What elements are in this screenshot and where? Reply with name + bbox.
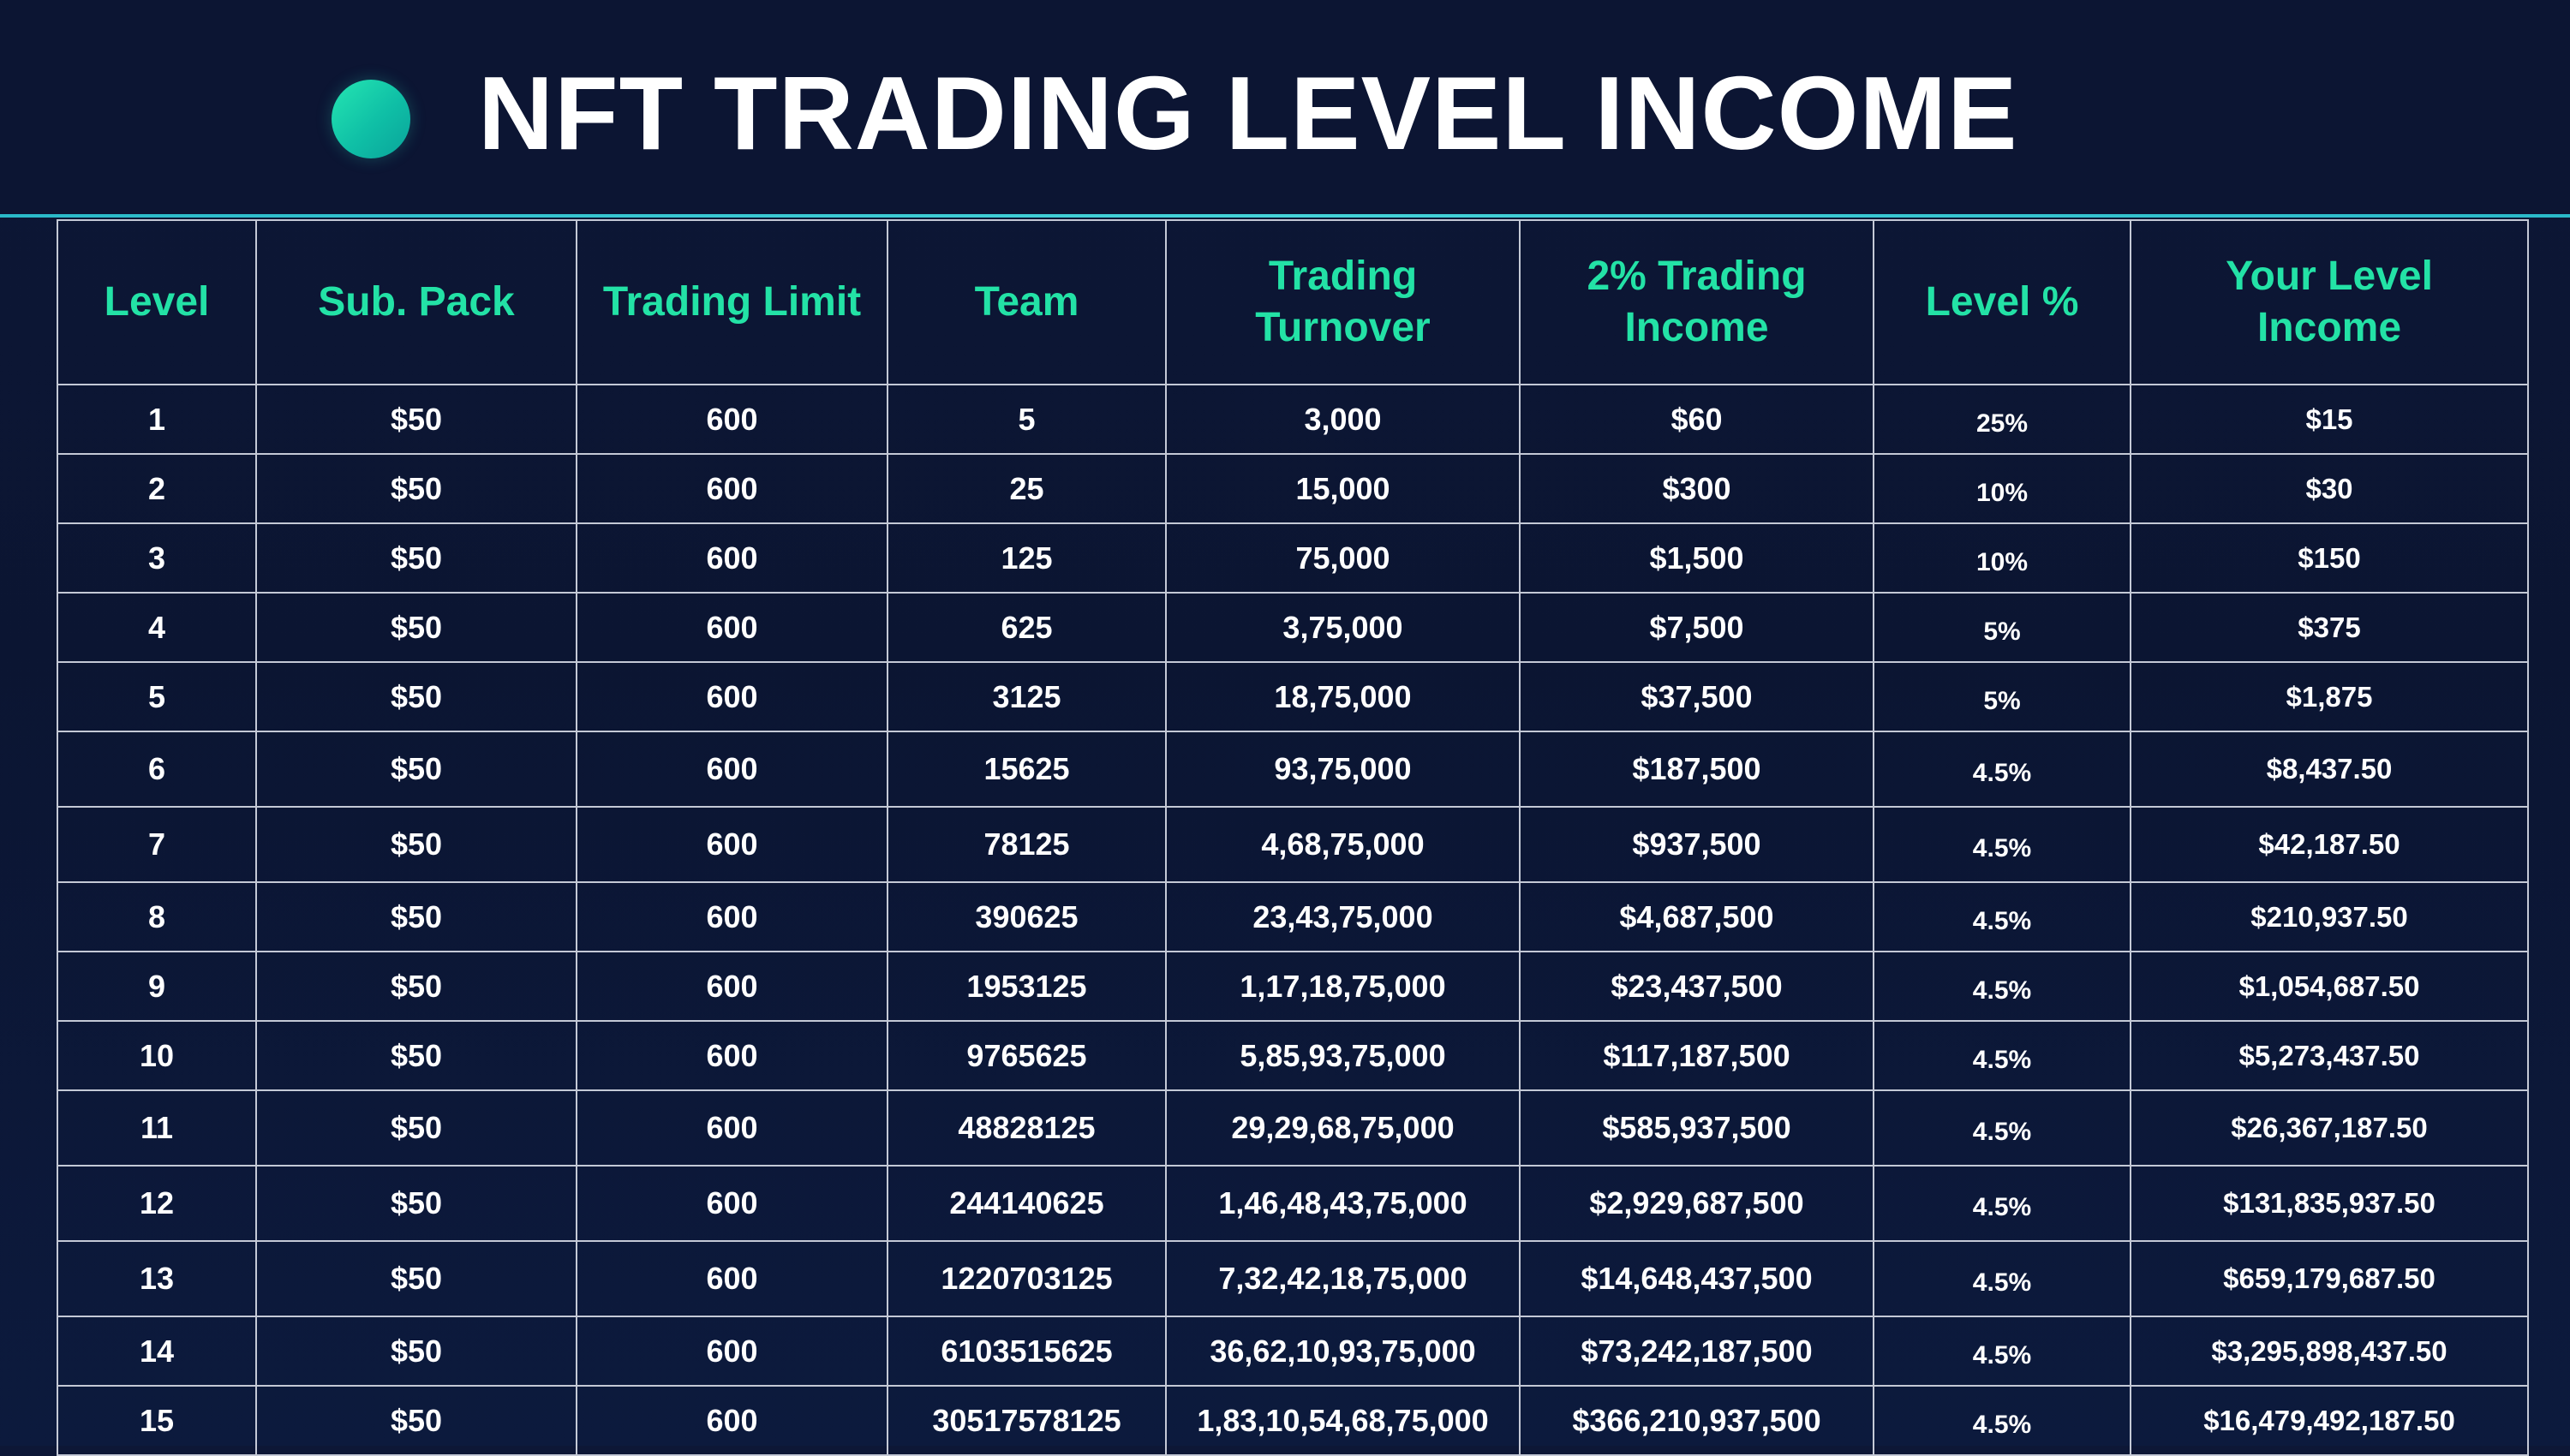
cell-sub-pack: $50 — [256, 731, 577, 807]
cell-trading-income: $23,437,500 — [1520, 952, 1874, 1021]
cell-team: 390625 — [888, 882, 1166, 952]
cell-trading-income: $187,500 — [1520, 731, 1874, 807]
cell-your-level-income: $30 — [2131, 454, 2528, 523]
cell-trading-income: $37,500 — [1520, 662, 1874, 731]
cell-level-percent: 4.5% — [1874, 1090, 2131, 1166]
cell-team: 6103515625 — [888, 1316, 1166, 1386]
cell-level-percent: 4.5% — [1874, 1021, 2131, 1090]
cell-sub-pack: $50 — [256, 1241, 577, 1316]
cell-level: 5 — [57, 662, 256, 731]
cell-trading-income: $585,937,500 — [1520, 1090, 1874, 1166]
column-header-trading-limit: Trading Limit — [577, 220, 888, 385]
cell-trading-turnover: 18,75,000 — [1166, 662, 1520, 731]
table-row — [57, 385, 2528, 454]
income-table — [57, 219, 2529, 1456]
bullet-dot-icon — [332, 80, 410, 158]
header-divider — [0, 214, 2570, 218]
table-row — [57, 731, 2528, 807]
column-header-team: Team — [888, 220, 1166, 385]
page-title: NFT TRADING LEVEL INCOME — [478, 55, 2018, 171]
cell-your-level-income: $1,875 — [2131, 662, 2528, 731]
cell-trading-limit: 600 — [577, 731, 888, 807]
cell-your-level-income: $16,479,492,187.50 — [2131, 1386, 2528, 1455]
cell-trading-limit: 600 — [577, 807, 888, 882]
cell-your-level-income: $15 — [2131, 385, 2528, 454]
cell-level-percent: 4.5% — [1874, 1166, 2131, 1241]
cell-sub-pack: $50 — [256, 1166, 577, 1241]
column-header-sub-pack: Sub. Pack — [256, 220, 577, 385]
cell-trading-income: $14,648,437,500 — [1520, 1241, 1874, 1316]
cell-your-level-income: $375 — [2131, 593, 2528, 662]
cell-trading-limit: 600 — [577, 593, 888, 662]
cell-your-level-income: $5,273,437.50 — [2131, 1021, 2528, 1090]
table-row — [57, 807, 2528, 882]
cell-team: 15625 — [888, 731, 1166, 807]
cell-trading-turnover: 23,43,75,000 — [1166, 882, 1520, 952]
cell-trading-turnover: 5,85,93,75,000 — [1166, 1021, 1520, 1090]
cell-your-level-income: $150 — [2131, 523, 2528, 593]
cell-sub-pack: $50 — [256, 662, 577, 731]
cell-trading-turnover: 36,62,10,93,75,000 — [1166, 1316, 1520, 1386]
cell-level-percent: 4.5% — [1874, 1241, 2131, 1316]
cell-team: 5 — [888, 385, 1166, 454]
cell-sub-pack: $50 — [256, 1021, 577, 1090]
cell-trading-limit: 600 — [577, 882, 888, 952]
cell-sub-pack: $50 — [256, 1090, 577, 1166]
cell-trading-income: $937,500 — [1520, 807, 1874, 882]
table-row — [57, 1241, 2528, 1316]
column-header-trading-income: 2% Trading Income — [1520, 220, 1874, 385]
cell-level: 3 — [57, 523, 256, 593]
table-row — [57, 523, 2528, 593]
cell-level: 15 — [57, 1386, 256, 1455]
table-row — [57, 1021, 2528, 1090]
cell-trading-income: $366,210,937,500 — [1520, 1386, 1874, 1455]
cell-level-percent: 10% — [1874, 523, 2131, 593]
cell-level: 4 — [57, 593, 256, 662]
cell-trading-limit: 600 — [577, 1090, 888, 1166]
cell-your-level-income: $3,295,898,437.50 — [2131, 1316, 2528, 1386]
cell-trading-income: $60 — [1520, 385, 1874, 454]
cell-level-percent: 4.5% — [1874, 1316, 2131, 1386]
cell-level: 14 — [57, 1316, 256, 1386]
cell-sub-pack: $50 — [256, 952, 577, 1021]
table-row — [57, 1166, 2528, 1241]
cell-level: 2 — [57, 454, 256, 523]
cell-level: 6 — [57, 731, 256, 807]
cell-trading-turnover: 93,75,000 — [1166, 731, 1520, 807]
cell-level: 12 — [57, 1166, 256, 1241]
cell-level: 1 — [57, 385, 256, 454]
cell-trading-limit: 600 — [577, 662, 888, 731]
cell-level-percent: 4.5% — [1874, 882, 2131, 952]
cell-sub-pack: $50 — [256, 523, 577, 593]
cell-level: 9 — [57, 952, 256, 1021]
cell-team: 125 — [888, 523, 1166, 593]
cell-trading-turnover: 1,46,48,43,75,000 — [1166, 1166, 1520, 1241]
cell-team: 244140625 — [888, 1166, 1166, 1241]
cell-sub-pack: $50 — [256, 385, 577, 454]
cell-level-percent: 4.5% — [1874, 952, 2131, 1021]
cell-trading-turnover: 29,29,68,75,000 — [1166, 1090, 1520, 1166]
cell-your-level-income: $131,835,937.50 — [2131, 1166, 2528, 1241]
cell-trading-turnover: 1,83,10,54,68,75,000 — [1166, 1386, 1520, 1455]
cell-trading-income: $2,929,687,500 — [1520, 1166, 1874, 1241]
cell-trading-turnover: 75,000 — [1166, 523, 1520, 593]
cell-trading-limit: 600 — [577, 454, 888, 523]
cell-sub-pack: $50 — [256, 807, 577, 882]
income-table-container — [57, 219, 2527, 1439]
cell-level-percent: 5% — [1874, 593, 2131, 662]
cell-your-level-income: $26,367,187.50 — [2131, 1090, 2528, 1166]
cell-level: 10 — [57, 1021, 256, 1090]
table-row — [57, 882, 2528, 952]
cell-trading-limit: 600 — [577, 1386, 888, 1455]
cell-your-level-income: $8,437.50 — [2131, 731, 2528, 807]
cell-level: 13 — [57, 1241, 256, 1316]
column-header-level-percent: Level % — [1874, 220, 2131, 385]
cell-team: 1220703125 — [888, 1241, 1166, 1316]
table-row — [57, 1316, 2528, 1386]
cell-your-level-income: $42,187.50 — [2131, 807, 2528, 882]
table-row — [57, 1090, 2528, 1166]
cell-sub-pack: $50 — [256, 1386, 577, 1455]
cell-trading-income: $117,187,500 — [1520, 1021, 1874, 1090]
cell-sub-pack: $50 — [256, 1316, 577, 1386]
table-row — [57, 593, 2528, 662]
cell-team: 3125 — [888, 662, 1166, 731]
cell-trading-income: $1,500 — [1520, 523, 1874, 593]
column-header-level: Level — [57, 220, 256, 385]
table-row — [57, 952, 2528, 1021]
cell-team: 625 — [888, 593, 1166, 662]
cell-level: 8 — [57, 882, 256, 952]
cell-level-percent: 4.5% — [1874, 1386, 2131, 1455]
cell-trading-turnover: 3,000 — [1166, 385, 1520, 454]
cell-team: 48828125 — [888, 1090, 1166, 1166]
cell-level-percent: 10% — [1874, 454, 2131, 523]
cell-trading-turnover: 15,000 — [1166, 454, 1520, 523]
cell-sub-pack: $50 — [256, 882, 577, 952]
cell-trading-limit: 600 — [577, 1316, 888, 1386]
cell-trading-income: $7,500 — [1520, 593, 1874, 662]
cell-trading-income: $73,242,187,500 — [1520, 1316, 1874, 1386]
cell-your-level-income: $210,937.50 — [2131, 882, 2528, 952]
cell-your-level-income: $1,054,687.50 — [2131, 952, 2528, 1021]
cell-trading-turnover: 3,75,000 — [1166, 593, 1520, 662]
cell-trading-income: $300 — [1520, 454, 1874, 523]
cell-trading-limit: 600 — [577, 385, 888, 454]
table-header-row — [57, 220, 2528, 385]
title-banner — [0, 0, 2570, 214]
cell-trading-turnover: 4,68,75,000 — [1166, 807, 1520, 882]
cell-trading-limit: 600 — [577, 523, 888, 593]
cell-trading-turnover: 1,17,18,75,000 — [1166, 952, 1520, 1021]
table-row — [57, 454, 2528, 523]
cell-team: 25 — [888, 454, 1166, 523]
cell-trading-limit: 600 — [577, 1021, 888, 1090]
cell-trading-limit: 600 — [577, 952, 888, 1021]
cell-level-percent: 25% — [1874, 385, 2131, 454]
cell-level: 11 — [57, 1090, 256, 1166]
cell-trading-turnover: 7,32,42,18,75,000 — [1166, 1241, 1520, 1316]
cell-trading-limit: 600 — [577, 1166, 888, 1241]
column-header-your-level-income: Your Level Income — [2131, 220, 2528, 385]
cell-trading-income: $4,687,500 — [1520, 882, 1874, 952]
cell-your-level-income: $659,179,687.50 — [2131, 1241, 2528, 1316]
table-body — [57, 385, 2528, 1455]
column-header-trading-turnover: Trading Turnover — [1166, 220, 1520, 385]
cell-team: 30517578125 — [888, 1386, 1166, 1455]
cell-trading-limit: 600 — [577, 1241, 888, 1316]
cell-level: 7 — [57, 807, 256, 882]
cell-team: 78125 — [888, 807, 1166, 882]
cell-team: 9765625 — [888, 1021, 1166, 1090]
cell-level-percent: 4.5% — [1874, 731, 2131, 807]
cell-team: 1953125 — [888, 952, 1166, 1021]
cell-level-percent: 4.5% — [1874, 807, 2131, 882]
cell-level-percent: 5% — [1874, 662, 2131, 731]
cell-sub-pack: $50 — [256, 454, 577, 523]
cell-sub-pack: $50 — [256, 593, 577, 662]
table-row — [57, 1386, 2528, 1455]
table-row — [57, 662, 2528, 731]
